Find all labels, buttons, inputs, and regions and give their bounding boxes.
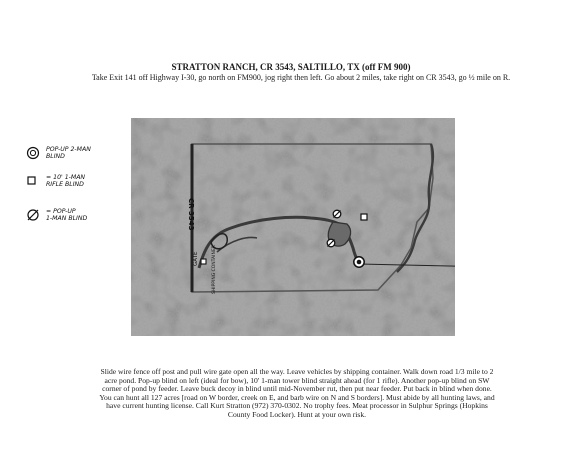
legend-item-rifle-blind	[26, 174, 136, 188]
square-icon[interactable]	[201, 259, 206, 264]
double-circle-icon	[26, 146, 42, 160]
road-label: CR 3543	[187, 198, 195, 231]
slashed-circle-icon[interactable]	[333, 210, 341, 218]
double-circle-icon[interactable]	[354, 257, 364, 267]
legend-item-2-man-blind	[26, 146, 136, 160]
page-title: STRATTON RANCH, CR 3543, SALTILLO, TX (off FM 900)	[171, 62, 411, 72]
square-icon[interactable]	[361, 214, 367, 220]
container-label: SHIPPING CONTAINER	[212, 245, 217, 294]
legend-label: POP-UP 2-MAN BLIND	[46, 146, 91, 160]
legend-label: = 10' 1-MAN RIFLE BLIND	[46, 174, 86, 188]
gate-label: GATE	[193, 251, 199, 266]
slashed-circle-icon[interactable]	[327, 239, 335, 247]
aerial-map	[131, 118, 455, 336]
directions-text: Take Exit 141 off Highway I-30, go north on FM900, jog right then left. Go about 2 miles, take right on CR 3543, go ½ mile on R.	[91, 73, 511, 82]
instruction-line: corner of pond by feeder. Leave buck decoy in blind until mid-November rut, then put near feeder. Put back in blind when done.	[102, 384, 492, 394]
square-icon	[26, 174, 42, 188]
instruction-line: You can hunt all 127 acres [road on W border, creek on E, and barb wire on N and S borders]. Must abide by all hunting laws, and	[99, 392, 495, 402]
instruction-line: County Food Locker). Hunt at your own risk.	[227, 409, 367, 419]
instruction-line: acre pond. Pop-up blind on left (ideal for bow), 10' 1-man tower blind straight ahead (for 1 rifle). Another pop-up blind on SW	[104, 375, 490, 385]
slashed-circle-icon	[26, 208, 42, 222]
instruction-line: Slide wire fence off post and pull wire gate open all the way. Leave vehicles by shipping container. Walk down road 1/3 mile to 2	[100, 367, 494, 376]
tree-cover	[131, 118, 455, 336]
legend-item-1-man-blind	[26, 208, 136, 222]
legend-label: = POP-UP 1-MAN BLIND	[46, 208, 88, 222]
hunting-instructions	[32, 368, 562, 420]
instruction-line: have current hunting license. Call Kurt Stratton (972) 370-0302. No trophy fees. Meat processor in Sulphur Springs (Hopkins	[106, 401, 488, 411]
